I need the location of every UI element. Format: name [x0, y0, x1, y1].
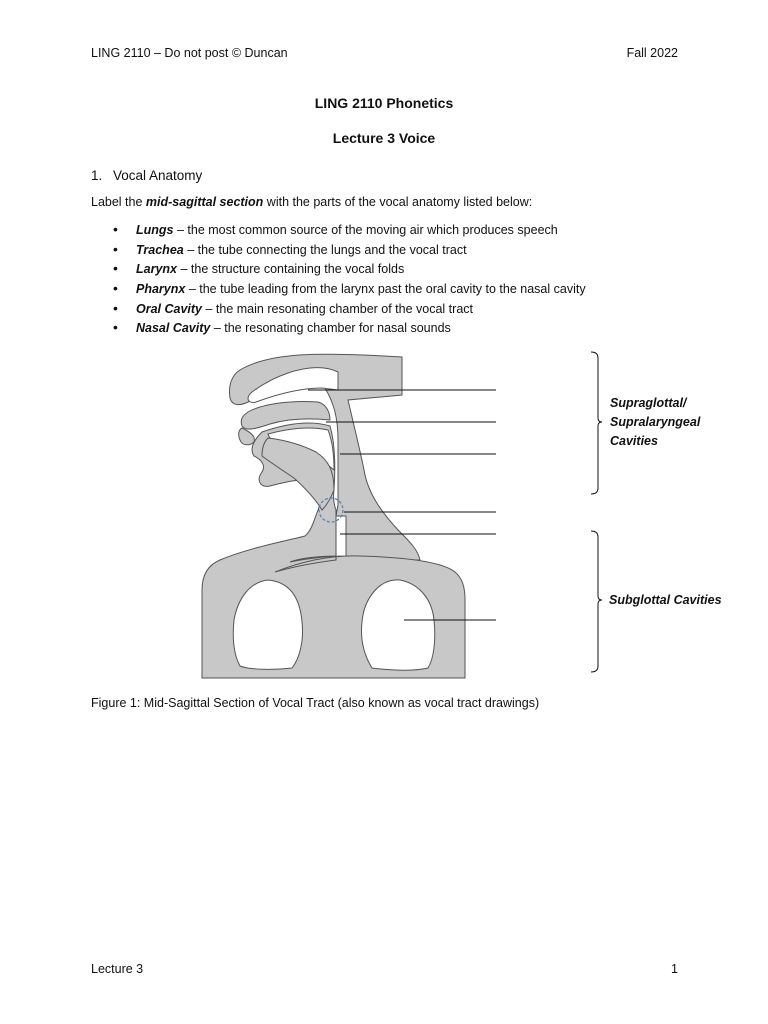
supraglottal-line: Supralaryngeal	[610, 415, 701, 429]
instructions-after: with the parts of the vocal anatomy listed below:	[263, 195, 533, 209]
section-title: Vocal Anatomy	[113, 168, 203, 183]
lecture-title: Lecture 3 Voice	[332, 130, 436, 146]
header-term: Fall 2022	[626, 46, 678, 60]
list-desc: – the most common source of the moving air which produces speech	[173, 223, 558, 237]
section-heading	[91, 168, 202, 183]
figure-caption: Figure 1: Mid-Sagittal Section of Vocal Tract (also known as vocal tract drawings)	[91, 696, 540, 710]
list-desc: – the structure containing the vocal folds	[177, 262, 405, 277]
list-desc: – the tube leading from the larynx past the oral cavity to the nasal cavity	[185, 282, 586, 297]
instructions-emphasis: mid-sagittal section	[145, 195, 264, 209]
list-term: Pharynx	[136, 282, 186, 297]
supraglottal-label	[610, 394, 730, 451]
upper-lip	[239, 428, 255, 445]
list-desc: – the resonating chamber for nasal sounds	[210, 321, 451, 336]
footer-lecture: Lecture 3	[91, 962, 144, 976]
supraglottal-line: Supraglottal/	[610, 396, 687, 410]
instructions-before: Label the	[91, 195, 146, 209]
section-number: 1.	[91, 168, 103, 183]
subglottal-brace	[591, 531, 602, 672]
list-term: Lungs	[136, 223, 174, 237]
list-desc: – the tube connecting the lungs and the vocal tract	[183, 242, 467, 257]
right-lung	[361, 580, 434, 670]
list-desc: – the main resonating chamber of the vocal tract	[202, 301, 473, 316]
list-term: Oral Cavity	[136, 301, 203, 316]
header-course-note: LING 2110 – Do not post © Duncan	[91, 46, 288, 60]
list-item	[111, 320, 586, 340]
anatomy-list	[111, 222, 586, 340]
list-item	[111, 281, 586, 301]
list-item	[111, 301, 586, 321]
instructions	[91, 195, 532, 209]
list-term: Nasal Cavity	[136, 321, 211, 336]
subglottal-label: Subglottal Cavities	[609, 593, 722, 607]
list-item	[111, 261, 586, 281]
document-title: LING 2110 Phonetics	[314, 95, 454, 111]
list-item	[111, 222, 586, 242]
list-term: Larynx	[136, 262, 177, 277]
supraglottal-line: Cavities	[610, 434, 658, 448]
page-number: 1	[671, 962, 678, 976]
list-item	[111, 242, 586, 262]
vocal-tract-diagram	[0, 340, 768, 685]
supraglottal-brace	[591, 352, 602, 494]
list-term: Trachea	[136, 242, 184, 257]
